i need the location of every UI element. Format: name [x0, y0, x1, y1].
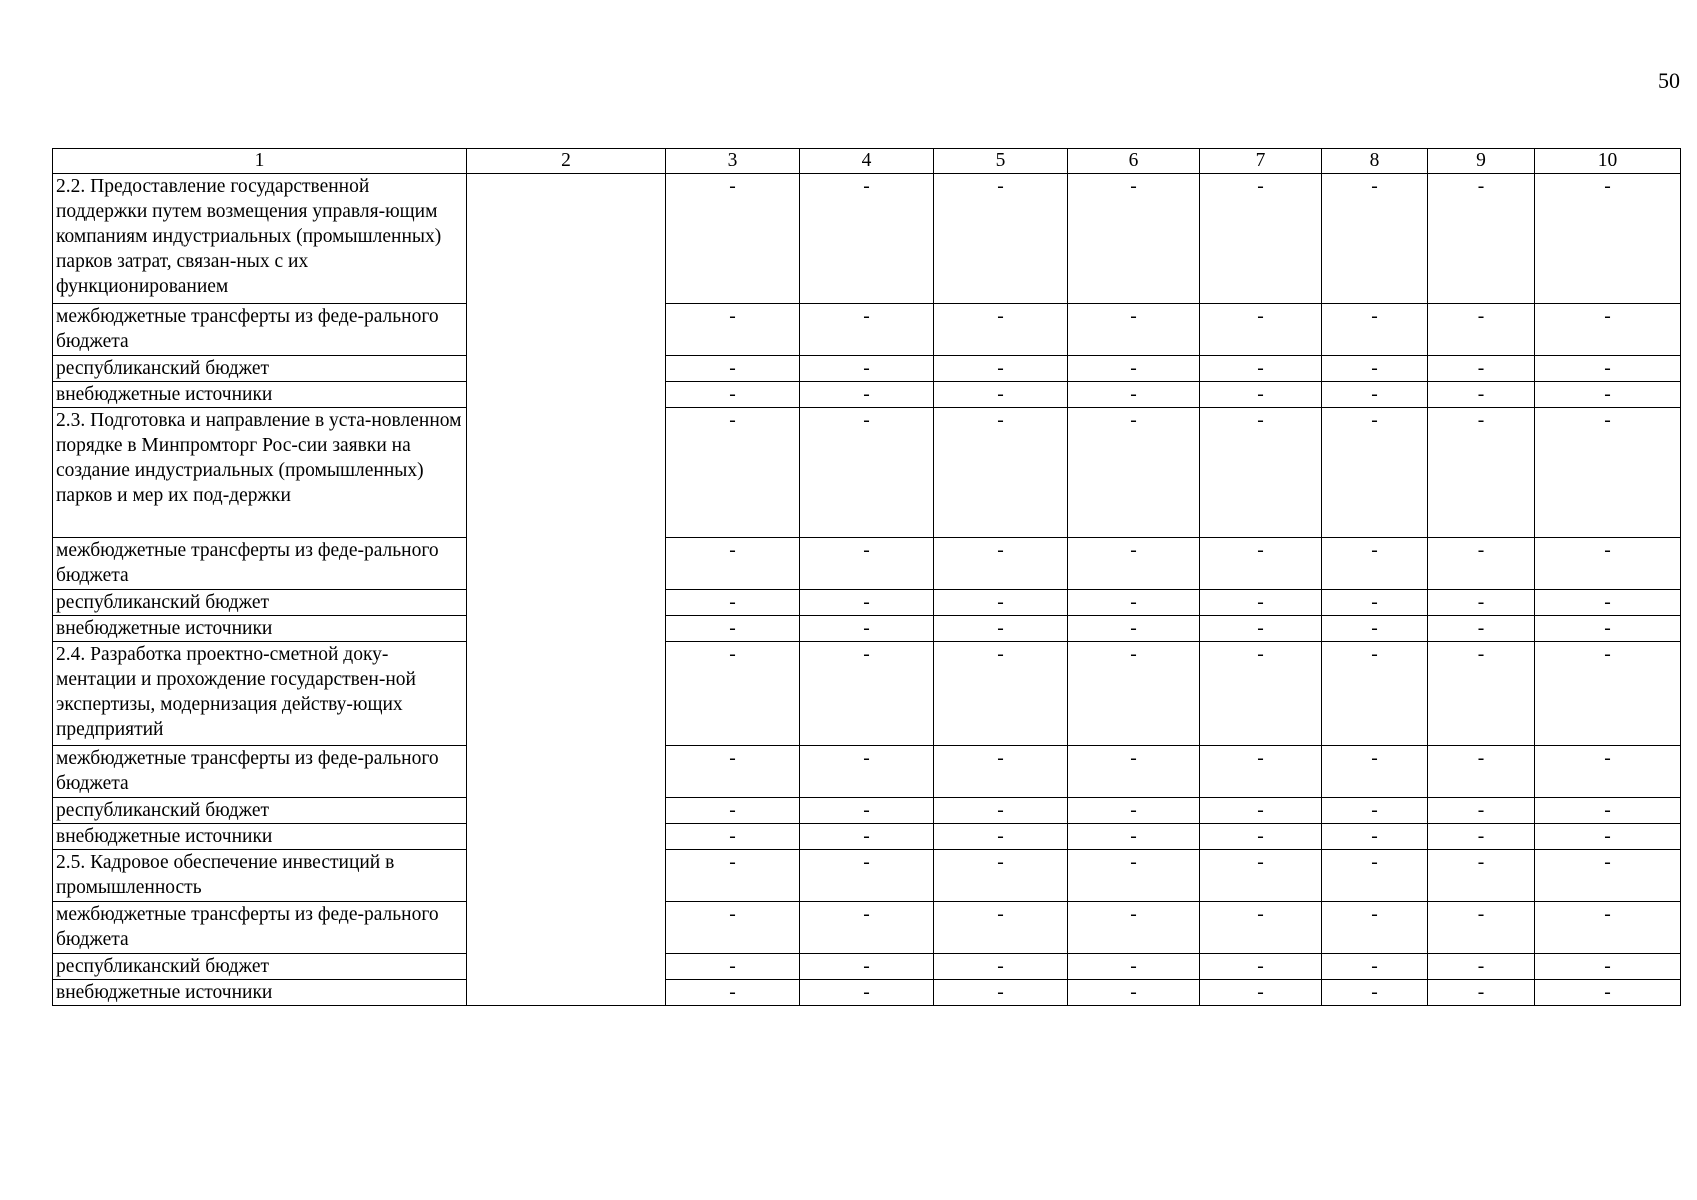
row-label: внебюджетные источники [53, 824, 467, 850]
value-cell: - [1322, 408, 1428, 538]
value-cell: - [934, 642, 1068, 746]
row-label: межбюджетные трансферты из феде-рального бюджета [53, 304, 467, 356]
value-cell: - [1322, 538, 1428, 590]
value-cell: - [1200, 590, 1322, 616]
value-cell: - [1322, 980, 1428, 1006]
value-cell: - [1068, 798, 1200, 824]
value-cell: - [934, 824, 1068, 850]
value-cell: - [800, 824, 934, 850]
column-header: 10 [1535, 149, 1681, 174]
value-cell: - [1200, 850, 1322, 902]
value-cell: - [800, 538, 934, 590]
value-cell: - [800, 954, 934, 980]
value-cell: - [800, 798, 934, 824]
row-label: республиканский бюджет [53, 590, 467, 616]
row-label: 2.4. Разработка проектно-сметной доку-ментации и прохождение государствен-ной экспертизы, модернизация действу-ющих предприятий [53, 642, 467, 746]
table-row [53, 642, 1681, 746]
value-cell: - [1068, 954, 1200, 980]
value-cell: - [1322, 642, 1428, 746]
value-cell: - [1428, 174, 1535, 304]
table-row [53, 174, 1681, 304]
value-cell: - [1428, 538, 1535, 590]
column-header: 8 [1322, 149, 1428, 174]
table-row [53, 356, 1681, 382]
value-cell: - [1200, 356, 1322, 382]
value-cell: - [1200, 902, 1322, 954]
value-cell: - [934, 954, 1068, 980]
value-cell: - [1200, 408, 1322, 538]
value-cell: - [1068, 590, 1200, 616]
column-header: 5 [934, 149, 1068, 174]
value-cell: - [1428, 850, 1535, 902]
value-cell: - [1535, 642, 1681, 746]
value-cell: - [1322, 304, 1428, 356]
value-cell: - [1428, 980, 1535, 1006]
value-cell: - [934, 174, 1068, 304]
table-row [53, 798, 1681, 824]
value-cell: - [1535, 850, 1681, 902]
value-cell: - [1535, 538, 1681, 590]
table-row [53, 616, 1681, 642]
value-cell: - [1200, 616, 1322, 642]
value-cell: - [934, 408, 1068, 538]
value-cell: - [1428, 304, 1535, 356]
value-cell: - [1068, 616, 1200, 642]
row-label: 2.3. Подготовка и направление в уста-новленном порядке в Минпромторг Рос-сии заявки на создание индустриальных (промышленных) парков и мер их под-держки [53, 408, 467, 538]
value-cell: - [1428, 382, 1535, 408]
row-label: внебюджетные источники [53, 616, 467, 642]
value-cell: - [934, 746, 1068, 798]
value-cell: - [1068, 382, 1200, 408]
value-cell: - [1200, 798, 1322, 824]
value-cell: - [1068, 408, 1200, 538]
value-cell: - [1200, 824, 1322, 850]
value-cell: - [1068, 304, 1200, 356]
value-cell: - [1535, 408, 1681, 538]
value-cell: - [1200, 746, 1322, 798]
value-cell: - [934, 356, 1068, 382]
value-cell: - [934, 616, 1068, 642]
value-cell: - [1428, 356, 1535, 382]
column-header: 2 [467, 149, 666, 174]
value-cell: - [1068, 642, 1200, 746]
value-cell: - [666, 746, 800, 798]
page-number: 50 [1658, 68, 1680, 93]
value-cell: - [666, 954, 800, 980]
table-row [53, 980, 1681, 1006]
value-cell: - [1322, 902, 1428, 954]
value-cell: - [1535, 616, 1681, 642]
value-cell: - [666, 590, 800, 616]
value-cell: - [666, 174, 800, 304]
value-cell: - [666, 902, 800, 954]
row-label: республиканский бюджет [53, 954, 467, 980]
value-cell: - [1322, 954, 1428, 980]
value-cell: - [1428, 616, 1535, 642]
table-row [53, 746, 1681, 798]
value-cell: - [1200, 954, 1322, 980]
value-cell: - [934, 902, 1068, 954]
column-header: 6 [1068, 149, 1200, 174]
value-cell: - [800, 902, 934, 954]
column-2-cell [467, 174, 666, 1006]
value-cell: - [934, 590, 1068, 616]
value-cell: - [666, 798, 800, 824]
row-label: внебюджетные источники [53, 382, 467, 408]
value-cell: - [1068, 356, 1200, 382]
value-cell: - [1428, 590, 1535, 616]
value-cell: - [1068, 824, 1200, 850]
value-cell: - [1200, 538, 1322, 590]
budget-table [52, 148, 1681, 1006]
column-header: 4 [800, 149, 934, 174]
value-cell: - [1535, 356, 1681, 382]
value-cell: - [1322, 382, 1428, 408]
value-cell: - [800, 746, 934, 798]
row-label: республиканский бюджет [53, 798, 467, 824]
value-cell: - [934, 304, 1068, 356]
value-cell: - [1068, 538, 1200, 590]
value-cell: - [1428, 642, 1535, 746]
value-cell: - [800, 382, 934, 408]
row-label: 2.2. Предоставление государственной поддержки путем возмещения управля-ющим компаниям индустриальных (промышленных) парков затрат, связан-ных с их функционированием [53, 174, 467, 304]
value-cell: - [666, 538, 800, 590]
value-cell: - [1322, 590, 1428, 616]
value-cell: - [1322, 798, 1428, 824]
table-row [53, 408, 1681, 538]
value-cell: - [1428, 824, 1535, 850]
value-cell: - [1428, 408, 1535, 538]
value-cell: - [1322, 850, 1428, 902]
value-cell: - [1322, 746, 1428, 798]
value-cell: - [1068, 980, 1200, 1006]
row-label: межбюджетные трансферты из феде-рального бюджета [53, 538, 467, 590]
value-cell: - [666, 304, 800, 356]
table-row [53, 850, 1681, 902]
value-cell: - [1200, 304, 1322, 356]
value-cell: - [1535, 980, 1681, 1006]
value-cell: - [1068, 174, 1200, 304]
table-row [53, 954, 1681, 980]
value-cell: - [1428, 798, 1535, 824]
value-cell: - [666, 980, 800, 1006]
value-cell: - [1200, 174, 1322, 304]
value-cell: - [1535, 174, 1681, 304]
table-row [53, 304, 1681, 356]
value-cell: - [800, 642, 934, 746]
value-cell: - [1322, 174, 1428, 304]
value-cell: - [666, 616, 800, 642]
value-cell: - [934, 538, 1068, 590]
value-cell: - [1535, 382, 1681, 408]
value-cell: - [934, 850, 1068, 902]
value-cell: - [800, 590, 934, 616]
value-cell: - [1535, 798, 1681, 824]
column-header: 7 [1200, 149, 1322, 174]
value-cell: - [1535, 304, 1681, 356]
table-row [53, 382, 1681, 408]
value-cell: - [1200, 980, 1322, 1006]
value-cell: - [1535, 824, 1681, 850]
header-row [53, 149, 1681, 174]
row-label: 2.5. Кадровое обеспечение инвестиций в промышленность [53, 850, 467, 902]
value-cell: - [1322, 616, 1428, 642]
value-cell: - [934, 980, 1068, 1006]
column-header: 3 [666, 149, 800, 174]
value-cell: - [1428, 954, 1535, 980]
value-cell: - [1535, 954, 1681, 980]
value-cell: - [1535, 590, 1681, 616]
table-row [53, 824, 1681, 850]
table-body [53, 174, 1681, 1006]
value-cell: - [666, 850, 800, 902]
value-cell: - [1535, 746, 1681, 798]
row-label: межбюджетные трансферты из феде-рального бюджета [53, 902, 467, 954]
value-cell: - [800, 304, 934, 356]
column-header: 1 [53, 149, 467, 174]
row-label: республиканский бюджет [53, 356, 467, 382]
row-label: внебюджетные источники [53, 980, 467, 1006]
value-cell: - [800, 408, 934, 538]
value-cell: - [1200, 382, 1322, 408]
table-row [53, 538, 1681, 590]
table-row [53, 902, 1681, 954]
value-cell: - [666, 642, 800, 746]
value-cell: - [800, 850, 934, 902]
value-cell: - [800, 980, 934, 1006]
column-header: 9 [1428, 149, 1535, 174]
value-cell: - [1068, 902, 1200, 954]
value-cell: - [934, 382, 1068, 408]
table-row [53, 590, 1681, 616]
value-cell: - [1322, 824, 1428, 850]
value-cell: - [1322, 356, 1428, 382]
value-cell: - [666, 408, 800, 538]
value-cell: - [666, 356, 800, 382]
value-cell: - [800, 356, 934, 382]
value-cell: - [800, 174, 934, 304]
row-label: межбюджетные трансферты из феде-рального бюджета [53, 746, 467, 798]
value-cell: - [1428, 746, 1535, 798]
value-cell: - [1535, 902, 1681, 954]
value-cell: - [666, 824, 800, 850]
value-cell: - [1068, 850, 1200, 902]
value-cell: - [934, 798, 1068, 824]
value-cell: - [1428, 902, 1535, 954]
value-cell: - [1200, 642, 1322, 746]
value-cell: - [800, 616, 934, 642]
value-cell: - [666, 382, 800, 408]
value-cell: - [1068, 746, 1200, 798]
